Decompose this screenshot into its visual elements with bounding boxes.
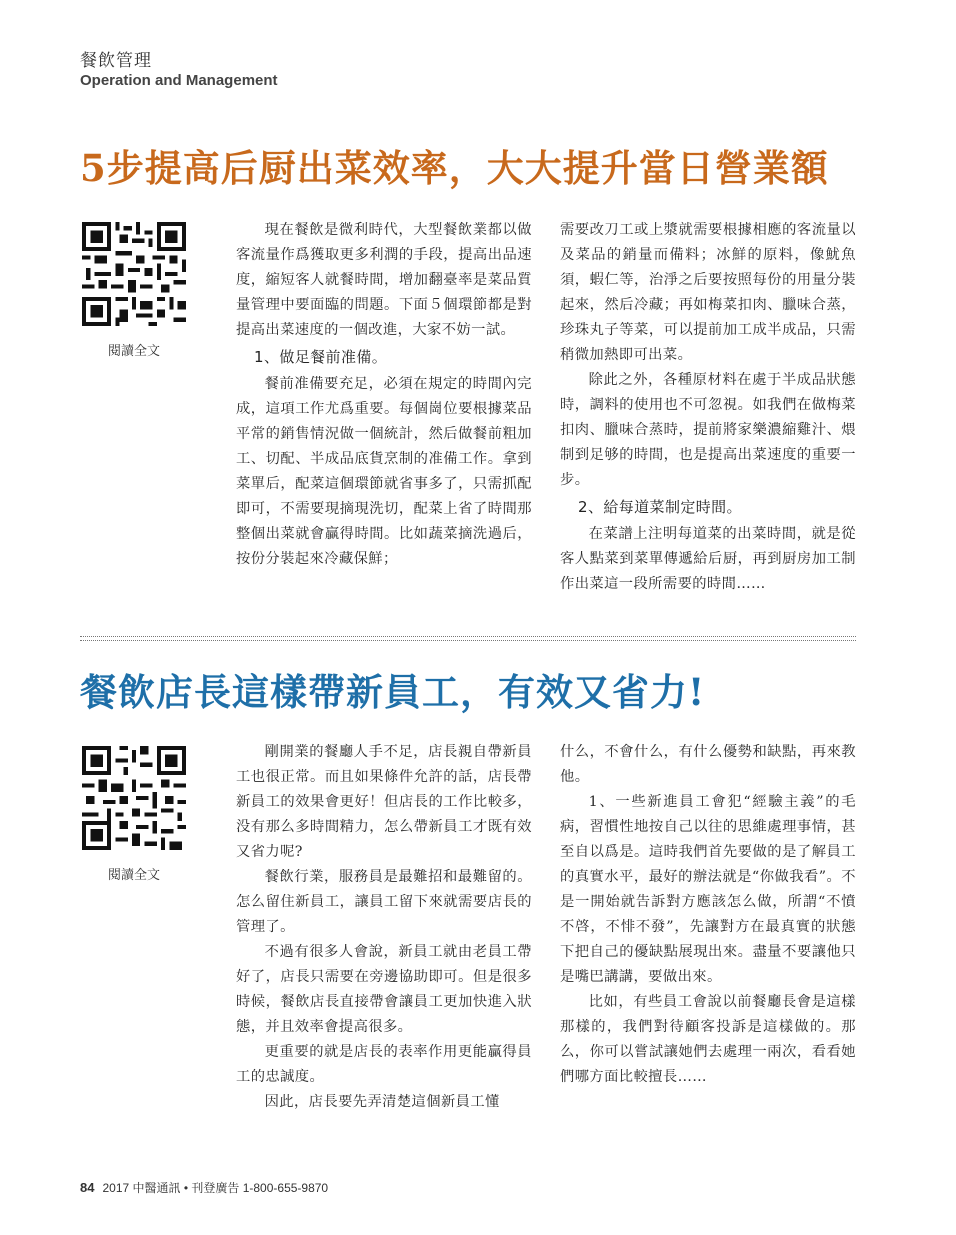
paragraph: 因此，店長要先弄清楚這個新員工懂 [264, 1094, 500, 1110]
paragraph: 更重要的就是店長的表率作用更能贏得員工的忠誠度。 [236, 1044, 532, 1085]
footer-info: 2017 中醫通訊 • 刊登廣告 1-800-655-9870 [102, 1181, 329, 1195]
article-divider [80, 636, 856, 641]
paragraph: 1、一些新進員工會犯“經驗主義”的毛病，習慣性地按自己以往的思維處理事情，甚至自以爲是。這時我們首先要做的是了解員工的真實水平，最好的辦法就是“你做我看”。不是一開始就告訴對方應該怎么做，所謂“不憤不啓，不悱不發”，先讓對方在最真實的狀態下把自己的優缺點展現出來。盡量不要讓他只是嘴巴講講，要做出來。 [560, 794, 856, 985]
paragraph: 剛開業的餐廳人手不足，店長親自帶新員工也很正常。而且如果條件允許的話，店長帶新員工的效果會更好！但店長的工作比較多，没有那么多時間精力，怎么帶新員工才既有效又省力呢? [236, 744, 532, 860]
read-full-text-label[interactable]: 閱讀全文 [107, 344, 160, 359]
article1-title: 5步提高后厨出菜效率，大大提升當日營業額 [80, 146, 829, 190]
paragraph: 需要改刀工或上漿就需要根據相應的客流量以及菜品的銷量而備料；冰鮮的原料，像魷魚須，蝦仁等，治淨之后要按照每份的用量分裝起來，然后冷藏；再如梅菜扣肉、臘味合蒸，珍珠丸子等菜，可以提前加工成半成品，只需稍微加熱即可出菜。 [560, 222, 856, 363]
paragraph: 在菜譜上注明每道菜的出菜時間，就是從客人點菜到菜單傳遞給后厨，再到厨房加工制作出菜這一段所需要的時間…… [560, 526, 856, 592]
article2-title: 餐飲店長這樣帶新員工，有效又省力! [80, 670, 706, 714]
section-heading: 2、給每道菜制定時間。 [578, 498, 742, 516]
paragraph: 餐飲行業，服務員是最難招和最難留的。怎么留住新員工，讓員工留下來就需要店長的管理了。 [236, 869, 532, 935]
article1-column-1 [236, 218, 532, 572]
article2-column-2 [560, 740, 856, 1090]
article1-column-2 [560, 218, 856, 597]
paragraph: 什么，不會什么，有什么優勢和缺點，再來教他。 [560, 744, 856, 785]
paragraph: 除此之外，各種原材料在處于半成品狀態時，調料的使用也不可忽視。如我們在做梅菜扣肉、臘味合蒸時，提前將家樂濃縮雞汁、煨制到足够的時間，也是提高出菜速度的重要一步。 [560, 372, 856, 488]
paragraph: 餐前准備要充足，必須在規定的時間內完成，這項工作尤爲重要。每個崗位要根據菜品平常的銷售情況做一個統計，然后做餐前粗加工、切配、半成品底貨烹制的准備工作。拿到菜單后，配菜這個環節就省事多了，只需抓配即可，不需要現摘現洗切，配菜上省了時間那整個出菜就會贏得時間。比如蔬菜摘洗過后，按份分裝起來冷藏保鮮； [236, 376, 532, 567]
qr-code-icon[interactable] [82, 222, 186, 326]
read-full-text-label[interactable]: 閱讀全文 [107, 868, 160, 883]
page-number: 84 [80, 1180, 95, 1195]
page-footer [80, 1179, 328, 1196]
section-heading: 1、做足餐前准備。 [254, 348, 388, 366]
paragraph: 現在餐飲是微利時代，大型餐飲業都以做客流量作爲獲取更多利潤的手段，提高出品速度，縮短客人就餐時間，增加翻臺率是菜品質量管理中要面臨的問題。下面５個環節都是對提高出菜速度的一個改進，大家不妨一試。 [236, 222, 532, 338]
qr-code-icon[interactable] [82, 746, 186, 850]
paragraph: 不過有很多人會說，新員工就由老員工帶好了，店長只需要在旁邊協助即可。但是很多時候，餐飲店長直接帶會讓員工更加快進入狀態，并且效率會提高很多。 [236, 944, 532, 1035]
article2-column-1 [236, 740, 532, 1115]
paragraph: 比如，有些員工會說以前餐廳長會是這樣那樣的，我們對待顧客投訴是這樣做的。那么，你可以嘗試讓她們去處理一兩次，看看她們哪方面比較擅長…… [560, 994, 856, 1085]
section-title: 餐飲管理 [80, 51, 152, 71]
section-subtitle: Operation and Management [80, 72, 278, 89]
